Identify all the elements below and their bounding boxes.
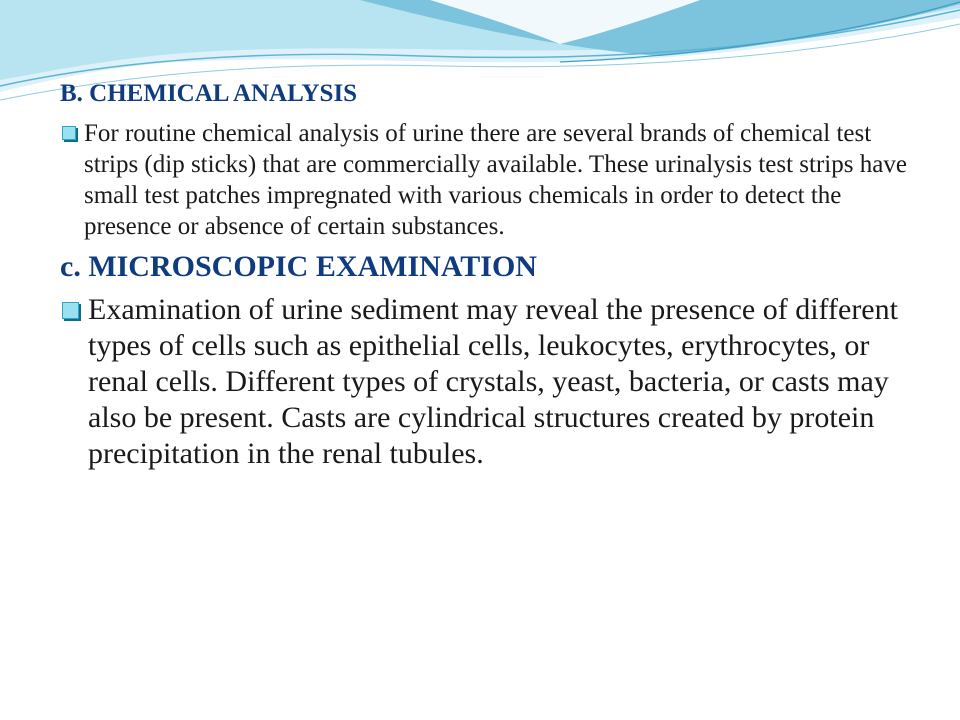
microscopic-examination-heading: c. MICROSCOPIC EXAMINATION — [60, 250, 537, 283]
chemical-analysis-text: For routine chemical analysis of urine there are several brands of chemical test strips (dip sticks) that are commercially available. These urinalysis test strips have small test patches impregnated with various chemicals in order to detect the presence or absence of certain substances. — [84, 120, 907, 240]
slide-content — [60, 78, 920, 472]
chemical-analysis-bullet — [60, 118, 920, 242]
chemical-analysis-heading: B. CHEMICAL ANALYSIS — [60, 80, 358, 107]
square-bullet-icon — [62, 126, 76, 140]
microscopic-examination-bullet — [60, 292, 920, 472]
square-bullet-icon — [62, 302, 79, 319]
microscopic-examination-text: Examination of urine sediment may reveal the presence of different types of cells such as epithelial cells, leukocytes, erythrocytes, or renal cells. Different types of crystals, yeast, bacteria, or casts may also be present. Casts are cylindrical structures created by protein precipitation in the renal tubules. — [88, 293, 898, 470]
